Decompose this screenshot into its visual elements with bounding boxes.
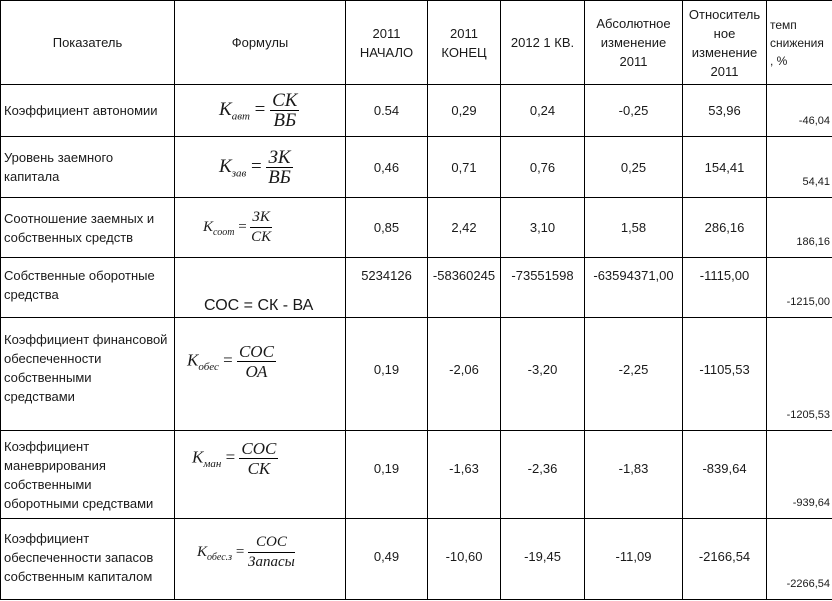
formula-cell	[175, 198, 346, 258]
formula-denominator: СК	[247, 459, 271, 478]
value-decline-rate: 54,41	[767, 137, 832, 198]
formula-denominator: ВБ	[268, 166, 291, 188]
value-rel-change: -839,64	[683, 431, 767, 519]
formula-numerator: СОС	[238, 342, 274, 361]
formula-denominator: ВБ	[273, 110, 297, 131]
value-2011-start: 0,49	[346, 519, 428, 600]
value-rel-change: 286,16	[683, 198, 767, 258]
formula-sub: ман	[203, 457, 222, 470]
value-2011-end: -1,63	[428, 431, 501, 519]
formula-fraction	[270, 91, 299, 130]
formula-cell	[175, 519, 346, 600]
header-2011-end: 2011 КОНЕЦ	[428, 1, 501, 85]
formula-fraction	[266, 148, 292, 187]
value-abs-change: -2,25	[585, 318, 683, 431]
formula-k: K	[219, 98, 232, 120]
table-row	[1, 258, 832, 318]
formula-fraction	[250, 208, 271, 247]
value-rel-change: -1115,00	[683, 258, 767, 318]
value-rel-change: -1105,53	[683, 318, 767, 431]
value-decline-rate: -1215,00	[767, 258, 832, 318]
formula-k: K	[197, 543, 208, 560]
formula-sub: обес	[198, 360, 219, 373]
formula-k: K	[203, 218, 214, 235]
value-2012-q1: 3,10	[501, 198, 585, 258]
formula-k: K	[192, 447, 204, 467]
formula: $K_{соот}$ = $\frac{ЗК}{СК}$	[203, 209, 272, 245]
formula: $K_{ман}$ = $\frac{\text{СОС}}{СК}$	[192, 439, 277, 478]
value-decline-rate: -1205,53	[767, 318, 832, 431]
value-abs-change: -11,09	[585, 519, 683, 600]
value-2011-end: -10,60	[428, 519, 501, 600]
value-abs-change: 1,58	[585, 198, 683, 258]
formula-sub: обес.з	[207, 551, 233, 563]
formula-numerator: СОС	[248, 533, 295, 553]
value-2011-end: -58360245	[428, 258, 501, 318]
value-2012-q1: -19,45	[501, 519, 585, 600]
value-abs-change: -1,83	[585, 431, 683, 519]
formula-numerator: СК	[272, 90, 298, 111]
formula-fraction	[239, 439, 278, 478]
value-rel-change: 53,96	[683, 85, 767, 137]
formula: $K_{обес}$ = $\frac{\text{СОС}}{ОА}$	[187, 342, 274, 381]
formula-cell	[175, 318, 346, 431]
value-decline-rate: -939,64	[767, 431, 832, 519]
formula: $K_{обес.з}$ = $\frac{\text{СОС}}{\text{Запасы}}$	[197, 534, 295, 570]
value-2012-q1: 0,76	[501, 137, 585, 198]
value-2011-start: 0,19	[346, 431, 428, 519]
indicator-name: Коэффициент маневрирования собственными оборотными средствами	[1, 431, 175, 519]
table-row	[1, 198, 832, 258]
header-abs-change: Абсолютное изменение 2011	[585, 1, 683, 85]
formula-sub: зав	[231, 167, 247, 180]
formula-sub: авт	[231, 110, 250, 123]
value-2011-start: 0.54	[346, 85, 428, 137]
header-indicator: Показатель	[1, 1, 175, 85]
value-2011-end: 0,29	[428, 85, 501, 137]
formula-sub: соот	[213, 226, 235, 238]
header-formulas: Формулы	[175, 1, 346, 85]
value-2011-start: 5234126	[346, 258, 428, 318]
table-row	[1, 431, 832, 519]
formula-cell	[175, 137, 346, 198]
indicator-name: Коэффициент финансовой обеспеченности собственными средствами	[1, 318, 175, 431]
value-2012-q1: -2,36	[501, 431, 585, 519]
header-rel-change: Относитель ное изменение 2011	[683, 1, 767, 85]
formula-numerator: СОС	[241, 439, 277, 458]
formula-cell	[175, 85, 346, 137]
value-rel-change: 154,41	[683, 137, 767, 198]
formula-numerator: ЗК	[268, 146, 291, 168]
value-abs-change: -63594371,00	[585, 258, 683, 318]
value-decline-rate: -2266,54	[767, 519, 832, 600]
table-row	[1, 137, 832, 198]
value-abs-change: -0,25	[585, 85, 683, 137]
formula-fraction	[237, 342, 276, 381]
table-row	[1, 85, 832, 137]
value-2012-q1: -73551598	[501, 258, 585, 318]
formula-k: K	[187, 350, 199, 370]
header-2012-q1: 2012 1 КВ.	[501, 1, 585, 85]
header-decline-rate: темп снижения , %	[767, 1, 832, 85]
value-2011-end: 2,42	[428, 198, 501, 258]
value-2012-q1: 0,24	[501, 85, 585, 137]
indicator-name: Коэффициент автономии	[1, 85, 175, 137]
formula-denominator: СК	[251, 229, 272, 245]
value-2011-end: -2,06	[428, 318, 501, 431]
value-2012-q1: -3,20	[501, 318, 585, 431]
formula-text: СОС = СК - ВА	[204, 297, 314, 314]
header-row	[1, 1, 832, 85]
formula-fraction	[248, 533, 295, 572]
indicator-name: Уровень заемного капитала	[1, 137, 175, 198]
indicator-name: Коэффициент обеспеченности запасов собственным капиталом	[1, 519, 175, 600]
value-2011-end: 0,71	[428, 137, 501, 198]
formula: $K_{авт}$ = $\frac{СК}{ВБ}$	[219, 90, 298, 131]
value-rel-change: -2166,54	[683, 519, 767, 600]
formula-denominator: Запасы	[248, 554, 295, 570]
formula-numerator: ЗК	[250, 208, 271, 228]
value-abs-change: 0,25	[585, 137, 683, 198]
formula: $K_{зав}$ = $\frac{ЗК}{ВБ}$	[219, 146, 291, 188]
table-row	[1, 318, 832, 431]
header-2011-start: 2011 НАЧАЛО	[346, 1, 428, 85]
formula-cell	[175, 258, 346, 318]
formula-k: K	[219, 155, 232, 177]
table-row	[1, 519, 832, 600]
value-decline-rate: -46,04	[767, 85, 832, 137]
indicator-name: Соотношение заемных и собственных средств	[1, 198, 175, 258]
indicator-name: Собственные оборотные средства	[1, 258, 175, 318]
value-2011-start: 0,46	[346, 137, 428, 198]
value-2011-start: 0,85	[346, 198, 428, 258]
formula-denominator: ОА	[245, 362, 268, 381]
formula-cell	[175, 431, 346, 519]
value-decline-rate: 186,16	[767, 198, 832, 258]
value-2011-start: 0,19	[346, 318, 428, 431]
